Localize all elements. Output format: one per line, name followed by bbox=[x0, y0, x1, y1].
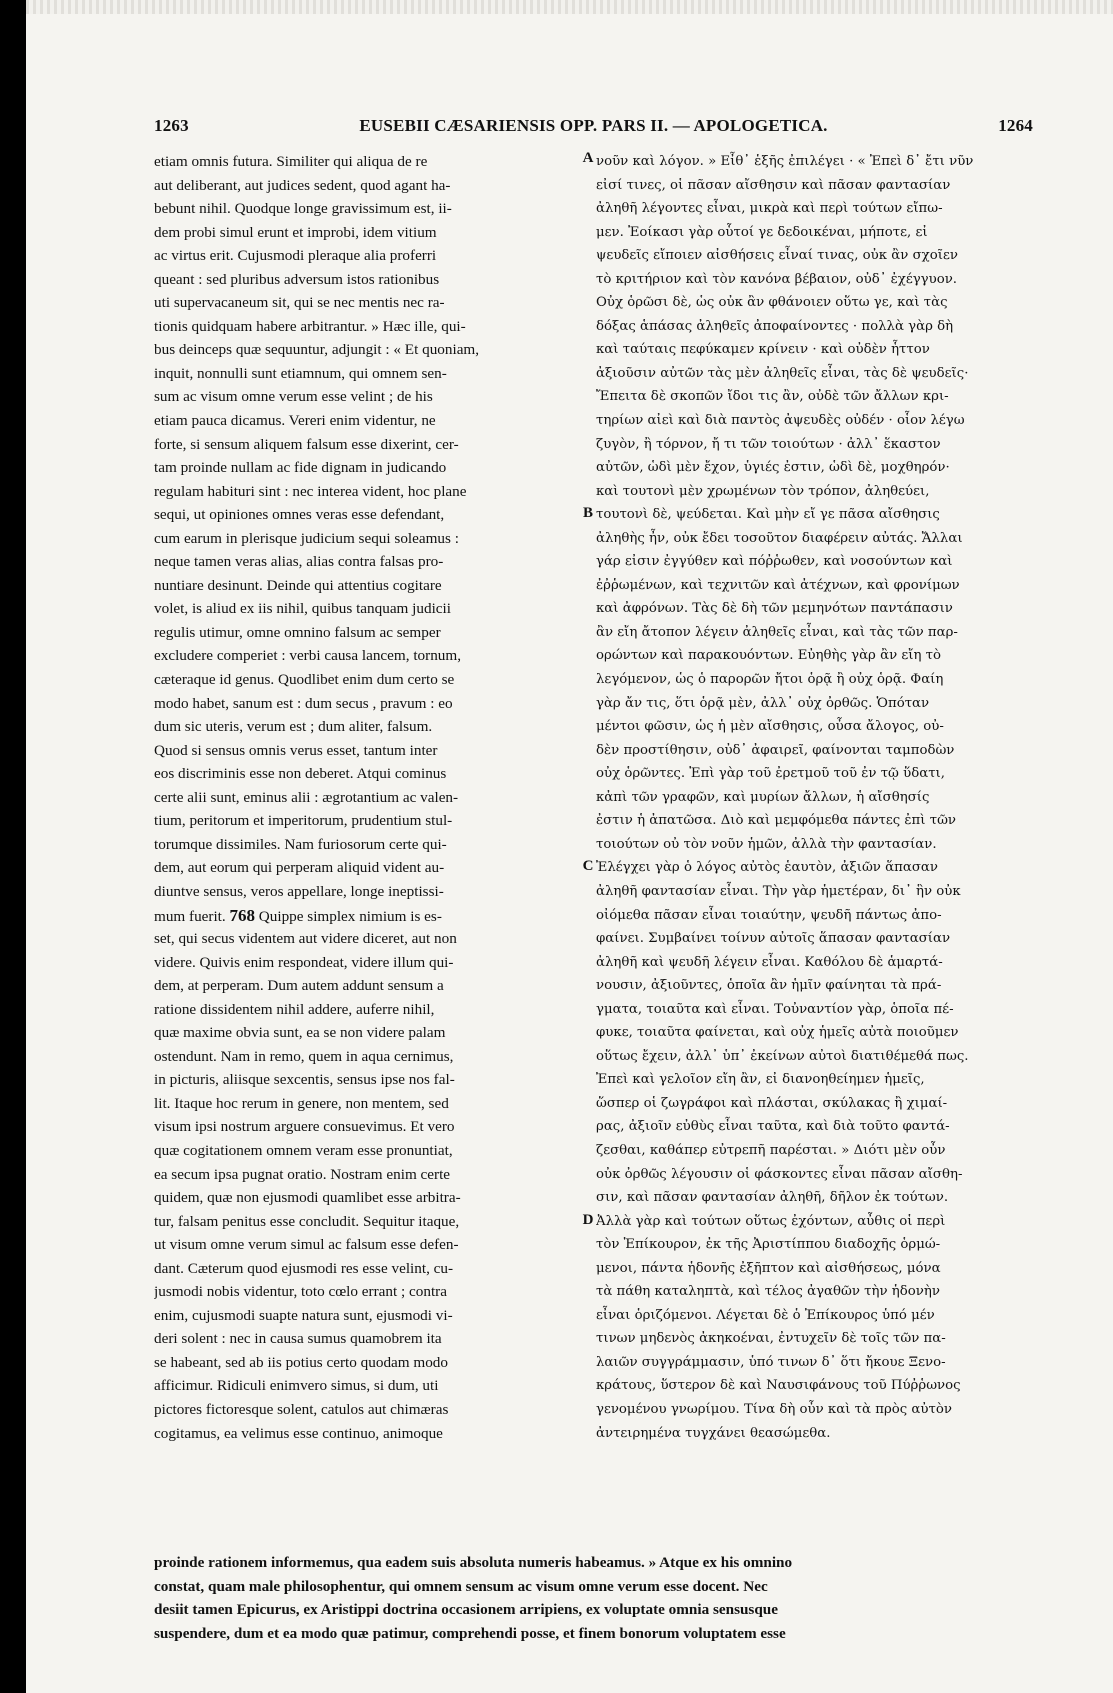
inline-page-number: 768 bbox=[229, 905, 255, 925]
greek-line: καὶ ἀφρόνων. Τὰς δὲ δὴ τῶν μεμηνότων παντάπασιν bbox=[596, 601, 953, 617]
latin-line: cogitamus, ea velimus esse continuo, animoque bbox=[154, 1424, 443, 1442]
latin-line: queant : sed pluribus adversum istos rationibus bbox=[154, 270, 440, 288]
greek-line: καὶ ταύταις πεφύκαμεν κρίνειν · καὶ οὐδὲν ἧττον bbox=[596, 342, 930, 358]
latin-line: tium, peritorum et imperitorum, prudentium stul- bbox=[154, 812, 453, 830]
greek-line: Ἐλέγχει γὰρ ὁ λόγος αὐτὸς ἑαυτὸν, ἀξιῶν ἅπασαν bbox=[596, 860, 938, 876]
greek-line: δὲν προστίθησιν, οὐδ᾽ ἀφαιρεῖ, φαίνονται ταμποδὼν bbox=[596, 742, 955, 758]
greek-line: μεν. Ἐοίκασι γὰρ οὗτοί γε δεδοικέναι, μήποτε, εἰ bbox=[596, 224, 928, 240]
greek-line: ζεσθαι, καθάπερ εὐτρεπῆ παρέσται. » Διότι μὲν οὖν bbox=[596, 1142, 946, 1158]
latin-line: bebunt nihil. Quodque longe gravissimum est, ii- bbox=[154, 200, 452, 218]
scan-edge bbox=[26, 0, 1113, 14]
greek-line: καὶ τουτονὶ μὲν χρωμένων τὸν τρόπον, ἀληθεύει, bbox=[596, 483, 930, 499]
latin-line: quæ cogitationem omnem veram esse pronuntiat, bbox=[154, 1141, 453, 1159]
greek-line: ὥσπερ οἱ ζωγράφοι καὶ πλάσται, σκύλακας ἢ χιμαί- bbox=[596, 1095, 948, 1111]
latin-line: modo habet, sanum est : dum secus , pravum : eo bbox=[154, 694, 453, 712]
greek-line: οἰόμεθα πᾶσαν εἶναι τοιαύτην, ψευδῆ πάντως ἀπο- bbox=[596, 907, 942, 923]
bottom-line: desiit tamen Epicurus, ex Aristippi doctrina occasionem arripiens, ex voluptate omnia sensusque bbox=[154, 1601, 778, 1619]
greek-line: ἀξιοῦσιν αὐτῶν τὰς μὲν ἀληθεῖς εἶναι, τὰς δὲ ψευδεῖς· bbox=[596, 365, 969, 381]
page-header bbox=[154, 116, 1033, 140]
latin-line: lit. Itaque hoc rerum in genere, non mentem, sed bbox=[154, 1094, 449, 1112]
latin-line: uti supervacaneum sit, qui se nec mentis nec ra- bbox=[154, 294, 445, 312]
greek-line: γὰρ ἄν τις, ὅτι ὁρᾷ μὲν, ἀλλ᾽ οὐχ ὀρθῶς. Ὁπόταν bbox=[596, 695, 930, 711]
latin-line: pictores fictoresque solent, catulos aut chimæras bbox=[154, 1400, 449, 1418]
greek-line: οὕτως ἔχειν, ἀλλ᾽ ὑπ᾽ ἐκείνων αὐτοὶ διατιθέμεθά πως. bbox=[596, 1048, 969, 1064]
greek-line: Οὐχ ὁρῶσι δὲ, ὡς οὐκ ἂν φθάνοιεν οὕτω γε, καὶ τὰς bbox=[596, 295, 948, 311]
latin-line: sequi, ut opiniones omnes veras esse defendant, bbox=[154, 506, 445, 524]
greek-line: γματα, τοιαῦτα καὶ εἶναι. Τοὐναντίον γὰρ, ὁποῖα πέ- bbox=[596, 1001, 954, 1017]
greek-line: ἀληθὴς ἦν, οὐκ ἔδει τοσοῦτον διαφέρειν αὐτάς. Ἄλλαι bbox=[596, 530, 963, 546]
full-width-text bbox=[154, 1551, 1039, 1645]
greek-line: νουσιν, ἀξιοῦντες, ὁποῖα ἂν ἡμῖν φαίνηται τὰ πρά- bbox=[596, 978, 942, 994]
latin-line: bus deinceps quæ sequuntur, adjungit : « Et quoniam, bbox=[154, 341, 480, 359]
latin-line: eos discriminis esse non deberet. Atqui cominus bbox=[154, 765, 447, 783]
greek-line: φαίνει. Συμβαίνει τοίνυν αὐτοῖς ἅπασαν φαντασίαν bbox=[596, 931, 951, 947]
greek-line: ορώντων καὶ παρακουόντων. Εὐηθὴς γὰρ ἂν εἴη τὸ bbox=[596, 648, 942, 664]
greek-line: τὰ πάθη καταληπτὰ, καὶ τέλος ἀγαθῶν τὴν ἡδονὴν bbox=[596, 1284, 940, 1300]
latin-line: ut visum omne verum simul ac falsum esse defen- bbox=[154, 1236, 459, 1254]
greek-line: νοῦν καὶ λόγον. » Εἶθ᾽ ἑξῆς ἐπιλέγει · « Ἐπεὶ δ᾽ ἔτι νῦν bbox=[596, 154, 974, 169]
margin-marker-c: C bbox=[582, 858, 594, 874]
latin-line: cæteraque id genus. Quodlibet enim dum certo se bbox=[154, 671, 455, 689]
greek-line: ἀληθῆ καὶ ψευδῆ λέγειν εἶναι. Καθόλου δὲ ἁμαρτά- bbox=[596, 954, 943, 970]
latin-line: visum ipsi nostrum arguere consuevimus. Et vero bbox=[154, 1118, 455, 1136]
greek-line: κράτους, ὕστερον δὲ καὶ Ναυσιφάνους τοῦ Πύῤῥωνος bbox=[596, 1378, 961, 1394]
latin-line: etiam pauca dicamus. Vereri enim videntur, ne bbox=[154, 412, 436, 430]
page-number-left: 1263 bbox=[154, 116, 189, 135]
latin-line: jusmodi nobis videntur, toto cœlo errant ; contra bbox=[154, 1283, 447, 1301]
greek-line: ἀληθῆ φαντασίαν εἶναι. Τὴν γὰρ ἡμετέραν, δι᾽ ἣν οὐκ bbox=[596, 883, 961, 899]
latin-line: quidem, quæ non ejusmodi quamlibet esse arbitra- bbox=[154, 1189, 461, 1207]
latin-line: tionis quidquam habere arbitrantur. » Hæc ille, qui- bbox=[154, 317, 466, 335]
latin-line: volet, is aliud ex iis nihil, quibus tanquam judicii bbox=[154, 600, 451, 618]
latin-line: se habeant, sed ab iis potius certo quodam modo bbox=[154, 1353, 448, 1371]
greek-line: λεγόμενον, ὡς ὁ παρορῶν ἤτοι ὁρᾷ ἢ οὐχ ὁρᾷ. Φαίη bbox=[596, 672, 944, 688]
greek-line: οὐκ ὀρθῶς λέγουσιν οἱ φάσκοντες εἶναι πᾶσαν αἴσθη- bbox=[596, 1166, 963, 1182]
greek-line: κἀπὶ τῶν γραφῶν, καὶ μυρίων ἄλλων, ἡ αἴσθησίς bbox=[596, 789, 930, 805]
bottom-line: constat, quam male philosophentur, qui omnem sensum ac visum omne verum esse docent. Nec bbox=[154, 1577, 768, 1595]
greek-line: Ἐπεὶ καὶ γελοῖον εἴη ἂν, εἰ διανοηθείημεν ἡμεῖς, bbox=[596, 1072, 925, 1088]
latin-line: Quod si sensus omnis verus esset, tantum inter bbox=[154, 741, 438, 759]
greek-line: μενοι, πάντα ἡδονῆς ἐξῆπτον καὶ αἰσθήσεως, μόνα bbox=[596, 1260, 941, 1276]
greek-line: εἰσί τινες, οἱ πᾶσαν αἴσθησιν καὶ πᾶσαν φαντασίαν bbox=[596, 177, 951, 193]
margin-marker-b: B bbox=[582, 505, 593, 521]
latin-line: aut deliberant, aut judices sedent, quod agant ha- bbox=[154, 176, 451, 194]
latin-line: ea secum ipsa pugnat oratio. Nostram enim certe bbox=[154, 1165, 451, 1183]
latin-column bbox=[154, 150, 580, 1445]
greek-line: τοιούτων οὐ τὸν νοῦν ἡμῶν, ἀλλὰ τὴν φαντασίαν. bbox=[596, 836, 937, 852]
latin-line: nuntiare desinunt. Deinde qui attentius cogitare bbox=[154, 576, 442, 594]
latin-line: dant. Cæterum quod ejusmodi res esse velint, cu- bbox=[154, 1259, 454, 1277]
latin-line: certe alii sunt, eminus alii : ægrotantium ac valen- bbox=[154, 788, 459, 806]
latin-line: mum fuerit. 768 Quippe simplex nimium is es- bbox=[154, 905, 442, 925]
greek-line: δόξας ἁπάσας ἀληθεῖς ἀποφαίνοντες · πολλὰ γὰρ δὴ bbox=[596, 318, 954, 334]
greek-line: ζυγὸν, ἢ τόρνον, ἤ τι τῶν τοιούτων · ἀλλ᾽ ἕκαστον bbox=[596, 436, 941, 452]
margin-marker-a: A bbox=[582, 150, 594, 166]
latin-line: deri solent : nec in causa sumus quamobrem ita bbox=[154, 1330, 442, 1348]
greek-line: ἀληθῆ λέγοντες εἶναι, μικρὰ καὶ περὶ τούτων εἴπω- bbox=[596, 201, 943, 217]
greek-line: ρας, ἀξιοῖν εὐθὺς εἶναι ταῦτα, καὶ διὰ τοῦτο φαντά- bbox=[596, 1119, 950, 1135]
latin-line: regulis utimur, omne omnino falsum ac semper bbox=[154, 623, 441, 641]
greek-line: λαιῶν συγγράμμασιν, ὑπό τινων δ᾽ ὅτι ἤκουε Ξενο- bbox=[596, 1354, 946, 1370]
bottom-line: suspendere, dum et ea modo quæ patimur, comprehendi posse, et finem bonorum voluptatem esse bbox=[154, 1624, 786, 1642]
greek-line: τὸ κριτήριον καὶ τὸν κανόνα βέβαιον, οὐδ᾽ ἐχέγγυον. bbox=[596, 271, 958, 287]
latin-line: cum earum in plerisque judicium sequi soleamus : bbox=[154, 529, 459, 547]
bottom-line: proinde rationem informemus, qua eadem suis absoluta numeris habeamus. » Atque ex his omnino bbox=[154, 1554, 793, 1571]
latin-line: diuntve sensus, veros appellare, longe ineptissi- bbox=[154, 882, 444, 900]
greek-line: τινων μηδενὸς ἀκηκοέναι, ἐντυχεῖν δὲ τοῖς τῶν πα- bbox=[596, 1331, 946, 1347]
greek-column bbox=[596, 150, 1033, 1445]
greek-line: ψευδεῖς εἴποιεν αἰσθήσεις εἶναί τινας, οὐκ ἂν σχοῖεν bbox=[596, 248, 958, 264]
latin-line: quæ maxime obvia sunt, ea se non videre palam bbox=[154, 1024, 446, 1042]
greek-line: τὸν Ἐπίκουρον, ἐκ τῆς Ἀριστίππου διαδοχῆς ὁρμώ- bbox=[596, 1237, 941, 1253]
latin-line: tam proinde nullam ac fide dignam in judicando bbox=[154, 459, 447, 477]
latin-line: afficimur. Ridiculi enimvero simus, si dum, uti bbox=[154, 1377, 439, 1395]
greek-line: τουτονὶ δὲ, ψεύδεται. Καὶ μὴν εἴ γε πᾶσα αἴσθησις bbox=[596, 507, 940, 523]
latin-line: sum ac visum omne verum esse velint ; de his bbox=[154, 388, 433, 406]
latin-line: tur, falsam penitus esse concludit. Sequitur itaque, bbox=[154, 1212, 460, 1230]
page-number-right: 1264 bbox=[998, 116, 1033, 135]
greek-line: ἐστιν ἡ ἀπατῶσα. Διὸ καὶ μεμφόμεθα πάντες ἐπὶ τῶν bbox=[596, 813, 957, 829]
latin-line: ostendunt. Nam in remo, quem in aqua cernimus, bbox=[154, 1047, 454, 1065]
latin-line: forte, si sensum aliquem falsum esse dixerint, cer- bbox=[154, 435, 459, 453]
latin-line: set, qui secus videntem aut videre diceret, aut non bbox=[154, 930, 457, 948]
margin-marker-d: D bbox=[582, 1212, 594, 1228]
latin-line: dem, at perperam. Dum autem addunt sensum a bbox=[154, 977, 444, 995]
latin-line: neque tamen veras alias, alias contra falsas pro- bbox=[154, 553, 444, 571]
greek-line: σιν, καὶ πᾶσαν φαντασίαν ἀληθῆ, δῆλον ἐκ τούτων. bbox=[596, 1190, 949, 1206]
latin-line: in picturis, aliisque sexcentis, sensus ipse nos fal- bbox=[154, 1071, 455, 1089]
greek-line: ἀντειρημένα τυγχάνει θεασώμεθα. bbox=[596, 1425, 831, 1441]
latin-line: etiam omnis futura. Similiter qui aliqua de re bbox=[154, 153, 428, 170]
greek-line: ἂν εἴη ἄτοπον λέγειν ἀληθεῖς εἶναι, καὶ τὰς τῶν παρ- bbox=[596, 624, 958, 640]
latin-line: ac virtus erit. Cujusmodi pleraque alia proferri bbox=[154, 247, 437, 265]
greek-line: γάρ εἰσιν ἐγγύθεν καὶ πόῤῥωθεν, καὶ νοσούντων καὶ bbox=[596, 554, 953, 570]
latin-line: ratione dissidentem nihil addere, auferre nihil, bbox=[154, 1000, 435, 1018]
running-title: EUSEBII CÆSARIENSIS OPP. PARS II. — APOLOGETICA. bbox=[359, 116, 828, 135]
latin-line: dum sic uteris, verum est ; dum aliter, falsum. bbox=[154, 718, 433, 736]
latin-line: enim, cujusmodi suapte natura sunt, ejusmodi vi- bbox=[154, 1306, 453, 1324]
greek-line: αὐτῶν, ὡδὶ μὲν ἔχον, ὑγιές ἐστιν, ὡδὶ δὲ, μοχθηρόν· bbox=[596, 460, 950, 476]
greek-line: τηρίων αἰεὶ καὶ διὰ παντὸς ἀψευδὲς οὐδέν · οἷον λέγω bbox=[596, 413, 965, 429]
greek-line: φυκε, τοιαῦτα φαίνεται, καὶ οὐχ ἡμεῖς αὐτὰ ποιοῦμεν bbox=[596, 1025, 959, 1041]
greek-line: μέντοι φῶσιν, ὡς ἡ μὲν αἴσθησις, οὖσα ἄλογος, οὐ- bbox=[596, 719, 944, 735]
greek-line: Ἀλλὰ γὰρ καὶ τούτων οὕτως ἐχόντων, αὖθις οἱ περὶ bbox=[596, 1213, 946, 1229]
greek-line: ἐῤῥωμένων, καὶ τεχνιτῶν καὶ ἀτέχνων, καὶ φρονίμων bbox=[596, 577, 960, 593]
greek-line: Ἔπειτα δὲ σκοπῶν ἴδοι τις ἂν, οὐδὲ τῶν ἄλλων κρι- bbox=[596, 389, 949, 405]
latin-line: excludere comperiet : verbi causa lancem, tornum, bbox=[154, 647, 461, 665]
greek-line: εἶναι ὁριζόμενοι. Λέγεται δὲ ὁ Ἐπίκουρος ὑπό μέν bbox=[596, 1307, 935, 1323]
greek-line: οὐχ ὁρῶντες. Ἐπὶ γὰρ τοῦ ἐρετμοῦ τοῦ ἐν τῷ ὕδατι, bbox=[596, 766, 945, 782]
latin-line: regulam habituri sint : nec interea vident, hoc plane bbox=[154, 482, 467, 500]
latin-line: videre. Quivis enim respondeat, videre illum qui- bbox=[154, 953, 454, 971]
greek-line: γενομένου γνωρίμου. Τίνα δὴ οὖν καὶ τὰ πρὸς αὐτὸν bbox=[596, 1401, 952, 1417]
latin-line: dem, aut eorum qui perperam aliquid vident au- bbox=[154, 859, 445, 877]
latin-line: dem probi simul erunt et improbi, idem vitium bbox=[154, 223, 437, 241]
latin-line: inquit, nonnulli sunt etiamnum, qui omnem sen- bbox=[154, 364, 447, 382]
latin-line: torumque dissimiles. Nam furiosorum certe qui- bbox=[154, 835, 447, 853]
